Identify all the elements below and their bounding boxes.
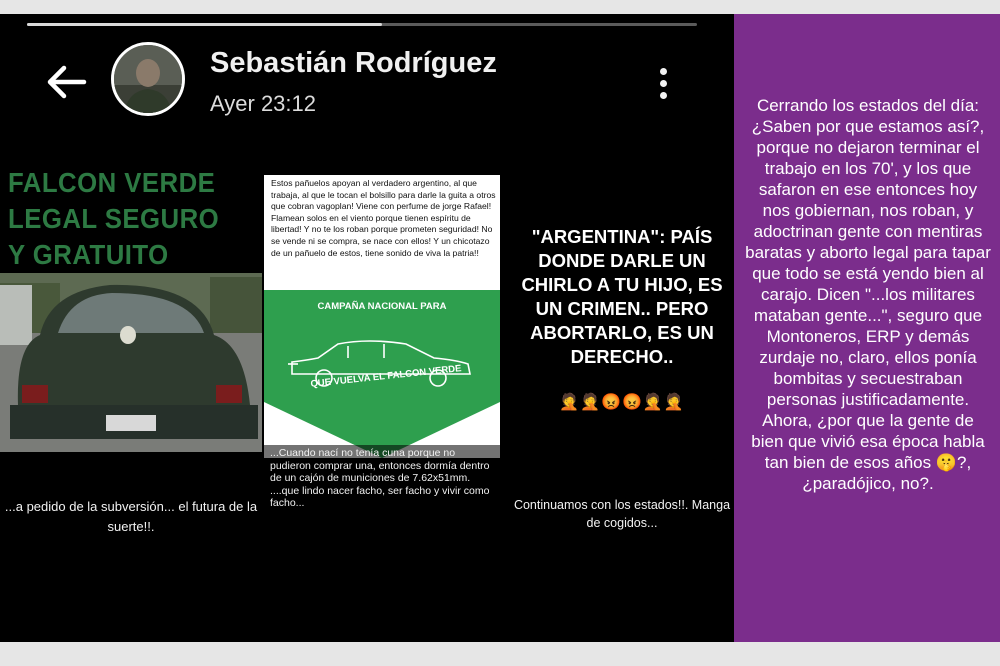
post-time: Ayer 23:12 [210,91,317,116]
scarf-image [264,175,500,458]
post-caption: ...a pedido de la subversión... el futura de la suerte!!. [4,499,258,534]
post-caption: Continuamos con los estados!!. Manga de cogidos... [513,498,731,530]
more-vertical-icon[interactable] [650,62,676,106]
status-text: Cerrando los estados del día: ¿Saben por que estamos así?, porque no dejaron terminar el trabajo en los 70', y los que safaron en ese entonces hoy nos gobiernan, nos roban, y adoctrinan gente con mentiras baratas y aborto legal para tapar que todo se está yendo bien al carajo. Dicen "...los militares mataban gente...", seguro que Montoneros, ERP y demás zurdaje no, claro, ellos ponía bombitas y secuestraban personas justificadamente. Ahora, ¿por que la gente de bien que vivió esa época habla tan bien de esos años 🤫?, ¿paradójico, no?. [745,96,991,493]
story-progress-fill [27,23,382,26]
scarf-description: Estos pañuelos apoyan al verdadero argentino, al que trabaja, al que le tocan el bolsillo para darle la guita a otros que cobran vagoplan! Viene con perfume de jorge Rafael! Flamean solos en el viento porque tienen espíritu de libertad! Y no te los roban porque prometen seguridad! No se vende ni se compra, se nace con ellos! Y un chicotazo de un pañuelo de estos, tiene sonido de viva la patria!! [271,178,496,258]
falcon-headline: FALCON VERDE LEGAL SEGURO Y GRATUITO [8,167,220,270]
campaign-title: CAMPAÑA NACIONAL PARA [317,301,447,312]
emoji-row: 🤦🤦😡😡🤦🤦 [559,394,685,411]
campaign-slogan: QUE VUELVA EL FALCON VERDE [309,363,462,390]
avatar[interactable] [111,42,185,116]
story-progress-bar [27,23,697,26]
back-arrow-icon[interactable] [44,60,88,104]
post-caption: ...Cuando nací no tenía cuna porque no pudieron comprar una, entonces dormía dentro de un cajón de municiones de 7.62x51mm. ....que lindo nacer facho, ser facho y vivir como facho... [264,445,500,510]
user-name[interactable]: Sebastián Rodríguez [210,47,497,79]
meme-text: "ARGENTINA": PAÍS DONDE DARLE UN CHIRLO A TU HIJO, ES UN CRIMEN.. PERO ABORTARLO, ES UN DERECHO.. [521,226,723,367]
